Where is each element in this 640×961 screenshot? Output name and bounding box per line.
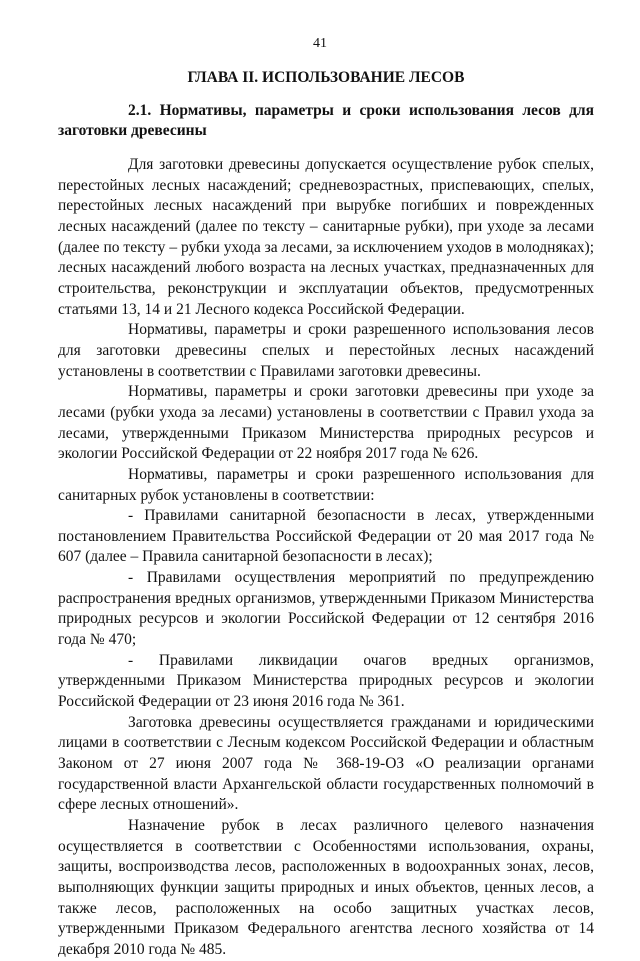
paragraph-spelye-normativy: Нормативы, параметры и сроки разрешенного использования лесов для заготовки древесины спелых и перестойных лесных насаждений установлены в соответствии с Правилами заготовки древесины. <box>58 321 594 380</box>
paragraph-purpose-rubki: Назначение рубок в лесах различного целевого назначения осуществляется в соответствии с Особенностями использования, охраны, защиты, воспроизводства лесов, расположенных в водоохранных зонах, лесов, выполняющих функции защиты природных и иных объектов, ценных лесов, а также лесов, расположенных на особо защитных участках лесов, утвержденными Приказом Федерального агентства лесного хозяйства от 14 декабря 2010 года № 485. <box>58 817 594 958</box>
section-heading: 2.1. Нормативы, параметры и сроки использования лесов для заготовки древесины <box>58 102 594 139</box>
list-item-liquidation-rules: - Правилами ликвидации очагов вредных организмов, утвержденными Приказом Министерства природных ресурсов и экологии Российской Федерации от 23 июня 2016 года № 361. <box>58 651 594 711</box>
paragraph-rubki-types: Для заготовки древесины допускается осуществление рубок спелых, перестойных лесных насаждений; средневозрастных, приспевающих, спелых, перестойных лесных насаждений при вырубке погибших и поврежденных лесных насаждений (далее по тексту – санитарные рубки), при уходе за лесами (далее по тексту – рубки ухода за лесами, за исключением уходов в молодняках); лесных насаждений любого возраста на лесных участках, предназначенных для строительства, реконструкции и эксплуатации объектов, предусмотренных статьями 13, 14 и 21 Лесного кодекса Российской Федерации. <box>58 156 594 318</box>
body-text <box>58 155 594 961</box>
paragraph-sanitary-intro: Нормативы, параметры и сроки разрешенного использования для санитарных рубок установлены в соответствии: <box>58 465 594 504</box>
paragraph-harvest-law: Заготовка древесины осуществляется гражданами и юридическими лицами в соответствии с Лесным кодексом Российской Федерации и областным Законом от 27 июня 2007 года № 368-19-ОЗ «О реализации органами государственной власти Архангельской области государственных полномочий в сфере лесных отношений». <box>58 713 594 814</box>
list-item-prevention-rules: - Правилами осуществления мероприятий по предупреждению распространения вредных организмов, утвержденными Приказом Министерства природных ресурсов и экологии Российской Федерации от 12 сентября 2016 года № 470; <box>58 569 594 649</box>
chapter-title: ГЛАВА II. ИСПОЛЬЗОВАНИЕ ЛЕСОВ <box>187 69 465 86</box>
paragraph-rubki-ukhoda: Нормативы, параметры и сроки заготовки древесины при уходе за лесами (рубки ухода за лесами) установлены в соответствии с Правил ухода за лесами, утвержденными Приказом Министерства природных ресурсов и экологии Российской Федерации от 22 ноября 2017 года № 626. <box>58 383 594 463</box>
list-item-sanitary-rules: - Правилами санитарной безопасности в лесах, утвержденными постановлением Правительства Российской Федерации от 20 мая 2017 года № 607 (далее – Правила санитарной безопасности в лесах); <box>58 507 594 566</box>
page-number: 41 <box>313 36 327 51</box>
